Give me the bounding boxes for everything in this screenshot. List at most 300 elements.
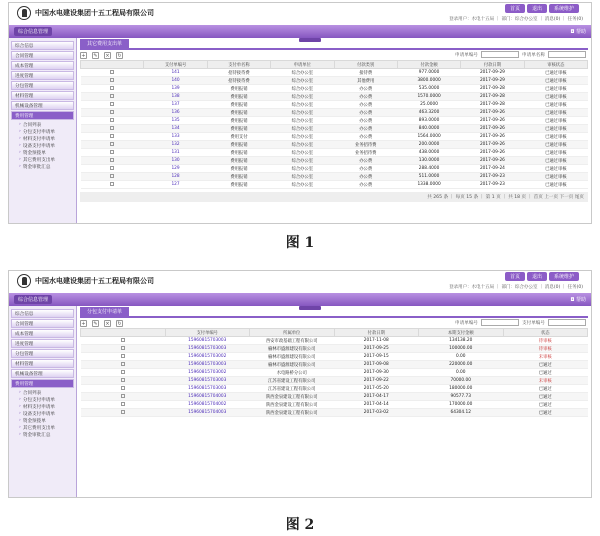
table-row[interactable] [81, 361, 588, 369]
table-cell: 业务招待费 [334, 141, 397, 149]
table-cell[interactable]: 131 [144, 149, 207, 157]
column-header[interactable] [81, 61, 144, 69]
table-cell[interactable]: 136 [144, 109, 207, 117]
sidebar-subitem-4[interactable]: › 资金预拨单 [11, 417, 74, 424]
table-cell: 893.0000 [397, 117, 460, 125]
table-cell: 已通过审核 [524, 133, 587, 141]
top-tab-0[interactable]: 首页 [505, 4, 525, 13]
table-cell: 2017-11-08 [334, 337, 419, 345]
table-cell: 已通过审核 [524, 85, 587, 93]
table-cell: 综合办公室 [271, 165, 334, 173]
module-menu[interactable]: 综合信息管理 [14, 295, 52, 304]
table-cell[interactable]: 133 [144, 133, 207, 141]
table-row[interactable] [81, 117, 588, 125]
table-cell: 463.3200 [397, 109, 460, 117]
table-cell: 已通过审核 [524, 101, 587, 109]
table-cell: 3800.0000 [397, 77, 460, 85]
table-cell: 办公费 [334, 101, 397, 109]
column-header[interactable]: 付款类别 [334, 61, 397, 69]
top-header [9, 271, 591, 293]
table-cell: 陕西金泉建设工程有限公司 [250, 409, 335, 417]
table-cell: 已通过 [503, 409, 588, 417]
delete-icon[interactable]: × [105, 320, 110, 327]
sidebar-subitem-0[interactable]: › 合同列表 [11, 121, 74, 128]
company-logo-icon [17, 6, 31, 20]
screen-1 [8, 2, 592, 224]
sidebar-item-2[interactable]: 成本管理 [11, 329, 74, 338]
sidebar-item-0[interactable]: 综合信息 [11, 41, 74, 50]
table-cell: 25.0000 [397, 101, 460, 109]
company-logo: 中国水电建设集团十五工程局有限公司 [17, 6, 154, 20]
table-cell: 2017-09-23 [461, 181, 524, 189]
row-checkbox[interactable] [81, 345, 166, 353]
row-checkbox[interactable] [81, 173, 144, 181]
user-info: 登录用户：水电十五局 ｜ 部门：综合办公室 ｜ 消息(0) ｜ 任务(0) [449, 285, 583, 290]
row-checkbox[interactable] [81, 369, 166, 377]
top-tab-2[interactable]: 系统维护 [549, 4, 579, 13]
table-cell: 2017-09-22 [334, 377, 419, 385]
row-checkbox[interactable] [81, 409, 166, 417]
sidebar-subitem-1[interactable]: › 分包支付申请单 [11, 128, 74, 135]
table-cell: 2017-05-20 [334, 385, 419, 393]
table-cell: 180000.00 [419, 385, 504, 393]
toolbar [80, 318, 588, 328]
sidebar-item-7[interactable]: 费用管理 [11, 111, 74, 120]
row-checkbox[interactable] [81, 361, 166, 369]
sidebar-subitem-1[interactable]: › 分包支付申请单 [11, 396, 74, 403]
table-cell: 费用报销 [207, 141, 270, 149]
table-cell[interactable]: 15960815703003 [165, 345, 250, 353]
pagination-footer[interactable]: 共 265 条 ｜ 每页 15 条 ｜ 第 1 页 ｜ 共 18 页 ｜ 首页 上一页 下一页 尾页 [80, 192, 588, 202]
table-cell[interactable]: 128 [144, 173, 207, 181]
table-cell: 2017-09-30 [334, 369, 419, 377]
table-cell: 费用报销 [207, 109, 270, 117]
table-cell: 已通过 [503, 361, 588, 369]
table-cell: 1570.0000 [397, 93, 460, 101]
table-cell: 费用支付 [207, 133, 270, 141]
row-checkbox[interactable] [81, 393, 166, 401]
table-cell: 费用报销 [207, 173, 270, 181]
sidebar-item-5[interactable]: 材料管理 [11, 359, 74, 368]
data-table [80, 60, 588, 189]
sidebar [9, 38, 77, 223]
table-cell: 综合办公室 [271, 149, 334, 157]
search-input[interactable] [481, 51, 519, 58]
row-checkbox[interactable] [81, 117, 144, 125]
sidebar-item-5[interactable]: 材料管理 [11, 91, 74, 100]
table-row[interactable] [81, 369, 588, 377]
table-row[interactable] [81, 141, 588, 149]
add-icon[interactable]: + [81, 52, 86, 59]
table-cell: 榆林市盛源建设有限公司 [250, 345, 335, 353]
table-cell: 费用报销 [207, 101, 270, 109]
table-cell: 业务招待费 [334, 149, 397, 157]
table-cell: 综合办公室 [271, 181, 334, 189]
table-cell: 2017-09-29 [461, 69, 524, 77]
top-tab-2[interactable]: 系统维护 [549, 272, 579, 281]
table-cell: 已通过 [503, 393, 588, 401]
table-cell: 江苏省建设工程有限公司 [250, 377, 335, 385]
main-content [77, 306, 591, 497]
table-row[interactable] [81, 173, 588, 181]
data-table [80, 328, 588, 417]
table-cell: 办公费 [334, 165, 397, 173]
table-row[interactable] [81, 149, 588, 157]
sidebar [9, 306, 77, 497]
table-cell: 130.0000 [397, 157, 460, 165]
table-cell: 840.0000 [397, 125, 460, 133]
help-link[interactable]: ◘ 帮助 [570, 297, 586, 303]
table-cell: 未审核 [503, 377, 588, 385]
table-cell: 费用报销 [207, 157, 270, 165]
table-cell: 办公费 [334, 133, 397, 141]
table-cell: 西安市政基础工程有限公司 [250, 337, 335, 345]
row-checkbox[interactable] [81, 109, 144, 117]
table-cell: 陕西金泉建设工程有限公司 [250, 393, 335, 401]
table-cell[interactable]: 15960815703003 [165, 361, 250, 369]
sidebar-item-7[interactable]: 费用管理 [11, 379, 74, 388]
table-cell: 已通过审核 [524, 165, 587, 173]
table-cell[interactable]: 137 [144, 101, 207, 109]
table-row[interactable] [81, 165, 588, 173]
table-cell[interactable]: 140 [144, 77, 207, 85]
sidebar-item-1[interactable]: 合同管理 [11, 319, 74, 328]
sidebar-subitem-6[interactable]: › 资金审批汇总 [11, 431, 74, 438]
table-cell: 已通过审核 [524, 77, 587, 85]
row-checkbox[interactable] [81, 133, 144, 141]
table-cell: 办公费 [334, 109, 397, 117]
table-cell[interactable]: 15960815703002 [165, 353, 250, 361]
table-cell: 2017-09-26 [461, 133, 524, 141]
sidebar-subitem-2[interactable]: › 材料支付申请单 [11, 135, 74, 142]
table-cell: 2017-09-23 [461, 173, 524, 181]
table-cell: 1338.0000 [397, 181, 460, 189]
column-header[interactable]: 付款金额 [397, 61, 460, 69]
table-cell: 134138.20 [419, 337, 504, 345]
sidebar-item-3[interactable]: 进度管理 [11, 339, 74, 348]
table-row[interactable] [81, 69, 588, 77]
table-cell[interactable]: 127 [144, 181, 207, 189]
help-link[interactable]: ◘ 帮助 [570, 29, 586, 35]
sidebar-item-1[interactable]: 合同管理 [11, 51, 74, 60]
column-header[interactable]: 支付单名称 [207, 61, 270, 69]
table-cell: 陕西金泉建设工程有限公司 [250, 401, 335, 409]
table-cell: 已通过审核 [524, 157, 587, 165]
table-cell[interactable]: 139 [144, 85, 207, 93]
table-cell[interactable]: 15960815703002 [165, 369, 250, 377]
row-checkbox[interactable] [81, 149, 144, 157]
table-row[interactable] [81, 93, 588, 101]
row-checkbox[interactable] [81, 77, 144, 85]
delete-icon[interactable]: × [105, 52, 110, 59]
table-cell: 2017-09-26 [461, 117, 524, 125]
tab-bar [80, 308, 588, 318]
figure-caption: 图 1 [285, 235, 315, 251]
secondary-search-input[interactable] [548, 319, 586, 326]
top-tab-1[interactable]: 退出 [527, 272, 547, 281]
row-checkbox[interactable] [81, 181, 144, 189]
search-input[interactable] [481, 319, 519, 326]
collapse-handle[interactable] [299, 306, 321, 310]
row-checkbox[interactable] [81, 85, 144, 93]
table-cell: 511.0000 [397, 173, 460, 181]
table-cell[interactable]: 134 [144, 125, 207, 133]
table-cell: 综合办公室 [271, 77, 334, 85]
table-cell: 办公费 [334, 117, 397, 125]
table-cell: 其他费用 [334, 77, 397, 85]
row-checkbox[interactable] [81, 141, 144, 149]
sidebar-item-3[interactable]: 进度管理 [11, 71, 74, 80]
company-logo: 中国水电建设集团十五工程局有限公司 [17, 274, 154, 288]
table-cell: 2017-09-26 [461, 157, 524, 165]
edit-icon[interactable]: ✎ [93, 320, 98, 327]
module-menu[interactable]: 综合信息管理 [14, 27, 52, 36]
table-cell: 已通过审核 [524, 149, 587, 157]
table-cell: 2017-09-24 [461, 165, 524, 173]
table-cell: 费用报销 [207, 165, 270, 173]
table-cell: 2017-09-28 [461, 93, 524, 101]
table-cell[interactable]: 129 [144, 165, 207, 173]
sidebar-subitem-4[interactable]: › 资金预拨单 [11, 149, 74, 156]
table-cell: 水电路桥分公司 [250, 369, 335, 377]
row-checkbox[interactable] [81, 385, 166, 393]
add-icon[interactable]: + [81, 320, 86, 327]
table-cell: 费用报销 [207, 117, 270, 125]
table-cell: 综合办公室 [271, 117, 334, 125]
table-cell: 2017-09-26 [461, 125, 524, 133]
table-cell: 榆林市盛源建设有限公司 [250, 361, 335, 369]
table-cell[interactable]: 15960815703003 [165, 377, 250, 385]
row-checkbox[interactable] [81, 353, 166, 361]
row-checkbox[interactable] [81, 93, 144, 101]
table-cell: 977.0000 [397, 69, 460, 77]
top-header [9, 3, 591, 25]
secondary-search-input[interactable] [548, 51, 586, 58]
table-cell: 2017-04-14 [334, 401, 419, 409]
table-cell: 438.0000 [397, 149, 460, 157]
table-cell: 2017-09-26 [461, 141, 524, 149]
table-cell[interactable]: 138 [144, 93, 207, 101]
sidebar-subitem-2[interactable]: › 材料支付申请单 [11, 403, 74, 410]
table-cell: 待审核 [503, 337, 588, 345]
table-cell: 综合办公室 [271, 157, 334, 165]
table-cell: 已通过审核 [524, 93, 587, 101]
table-cell[interactable]: 130 [144, 157, 207, 165]
table-cell: 已通过 [503, 385, 588, 393]
table-cell: 招待接待费 [207, 69, 270, 77]
search-area: 申请单编号 支付单编号 [455, 319, 586, 326]
column-header[interactable]: 付款日期 [461, 61, 524, 69]
active-tab[interactable]: 其它费用支出单 [80, 39, 129, 48]
table-cell: 已通过审核 [524, 181, 587, 189]
table-cell: 费用报销 [207, 93, 270, 101]
table-row[interactable] [81, 409, 588, 417]
tab-bar [80, 40, 588, 50]
table-cell: 0.00 [419, 353, 504, 361]
row-checkbox[interactable] [81, 125, 144, 133]
table-cell: 费用报销 [207, 181, 270, 189]
row-checkbox[interactable] [81, 69, 144, 77]
sidebar-item-0[interactable]: 综合信息 [11, 309, 74, 318]
table-cell: 2017-09-08 [334, 361, 419, 369]
top-tabs [505, 4, 579, 13]
table-row[interactable] [81, 101, 588, 109]
collapse-handle[interactable] [299, 38, 321, 42]
table-cell: 70000.00 [419, 377, 504, 385]
sidebar-item-2[interactable]: 成本管理 [11, 61, 74, 70]
toolbar [80, 50, 588, 60]
sidebar-subitem-0[interactable]: › 合同列表 [11, 389, 74, 396]
main-content [77, 38, 591, 223]
table-cell: 办公费 [334, 85, 397, 93]
table-cell: 办公费 [334, 125, 397, 133]
main-navigation [9, 293, 591, 306]
table-cell: 200.0000 [397, 141, 460, 149]
table-cell: 办公费 [334, 93, 397, 101]
table-cell: 已通过审核 [524, 141, 587, 149]
table-cell[interactable]: 15960815704003 [165, 393, 250, 401]
table-row[interactable] [81, 337, 588, 345]
edit-icon[interactable]: ✎ [93, 52, 98, 59]
active-tab[interactable]: 分包支付申请单 [80, 307, 129, 316]
table-row[interactable] [81, 125, 588, 133]
table-row[interactable] [81, 181, 588, 189]
table-cell: 接待费 [334, 69, 397, 77]
table-cell[interactable]: 141 [144, 69, 207, 77]
column-header[interactable] [81, 329, 166, 337]
main-navigation [9, 25, 591, 38]
sidebar-subitem-3[interactable]: › 设备支付申请单 [11, 410, 74, 417]
table-cell: 170000.00 [419, 401, 504, 409]
table-cell: 2017-09-28 [461, 101, 524, 109]
user-info: 登录用户：水电十五局 ｜ 部门：综合办公室 ｜ 消息(0) ｜ 任务(0) [449, 17, 583, 22]
sidebar-item-4[interactable]: 分包管理 [11, 81, 74, 90]
table-row[interactable] [81, 77, 588, 85]
screen-2 [8, 270, 592, 498]
table-cell: 综合办公室 [271, 69, 334, 77]
table-row[interactable] [81, 109, 588, 117]
table-cell: 综合办公室 [271, 125, 334, 133]
table-row[interactable] [81, 85, 588, 93]
table-cell[interactable]: 15960815703003 [165, 385, 250, 393]
row-checkbox[interactable] [81, 337, 166, 345]
column-header[interactable]: 付款日期 [334, 329, 419, 337]
sidebar-subitem-5[interactable]: › 其它费用支出单 [11, 424, 74, 431]
top-tab-1[interactable]: 退出 [527, 4, 547, 13]
refresh-icon[interactable]: ↻ [117, 52, 122, 59]
table-cell: 榆林市盛源建设有限公司 [250, 353, 335, 361]
row-checkbox[interactable] [81, 401, 166, 409]
table-cell: 2017-03-02 [334, 409, 419, 417]
table-cell: 已通过审核 [524, 125, 587, 133]
search-area: 申请单编号 申请单名称 [455, 51, 586, 58]
top-tab-0[interactable]: 首页 [505, 272, 525, 281]
table-cell: 已通过审核 [524, 173, 587, 181]
table-cell: 江苏省建设工程有限公司 [250, 385, 335, 393]
table-cell[interactable]: 132 [144, 141, 207, 149]
table-cell: 综合办公室 [271, 173, 334, 181]
sidebar-subitem-3[interactable]: › 设备支付申请单 [11, 142, 74, 149]
table-cell: 0.00 [419, 369, 504, 377]
table-row[interactable] [81, 345, 588, 353]
table-cell: 综合办公室 [271, 85, 334, 93]
table-cell: 费用报销 [207, 125, 270, 133]
column-header[interactable]: 本期支付金额 [419, 329, 504, 337]
table-row[interactable] [81, 393, 588, 401]
sidebar-item-4[interactable]: 分包管理 [11, 349, 74, 358]
table-cell: 费用报销 [207, 85, 270, 93]
table-cell: 535.0000 [397, 85, 460, 93]
table-row[interactable] [81, 133, 588, 141]
table-cell: 1564.0000 [397, 133, 460, 141]
table-cell: 办公费 [334, 173, 397, 181]
table-cell: 2017-04-17 [334, 393, 419, 401]
table-cell: 220000.00 [419, 361, 504, 369]
table-cell: 已通过审核 [524, 109, 587, 117]
top-tabs [505, 272, 579, 281]
figure-caption: 图 2 [285, 517, 315, 533]
column-header[interactable]: 所属单位 [250, 329, 335, 337]
table-cell: 100000.00 [419, 345, 504, 353]
refresh-icon[interactable]: ↻ [117, 320, 122, 327]
table-cell: 未审核 [503, 353, 588, 361]
column-header[interactable]: 状态 [503, 329, 588, 337]
column-header[interactable]: 申请单位 [271, 61, 334, 69]
table-cell: 综合办公室 [271, 101, 334, 109]
row-checkbox[interactable] [81, 157, 144, 165]
row-checkbox[interactable] [81, 377, 166, 385]
table-cell: 64304.12 [419, 409, 504, 417]
table-row[interactable] [81, 377, 588, 385]
table-cell: 已通过审核 [524, 69, 587, 77]
table-cell: 已通过 [503, 401, 588, 409]
table-cell: 费用报销 [207, 149, 270, 157]
table-cell: 办公费 [334, 181, 397, 189]
table-cell: 288.4000 [397, 165, 460, 173]
table-row[interactable] [81, 401, 588, 409]
sidebar-subitem-6[interactable]: › 资金审批汇总 [11, 163, 74, 170]
table-cell: 综合办公室 [271, 93, 334, 101]
table-cell[interactable]: 15960815704003 [165, 409, 250, 417]
table-cell: 办公费 [334, 157, 397, 165]
table-cell[interactable]: 15960815703003 [165, 337, 250, 345]
table-cell: 2017-09-26 [461, 149, 524, 157]
sidebar-item-6[interactable]: 机械设备管理 [11, 101, 74, 110]
column-header[interactable]: 审核状态 [524, 61, 587, 69]
sidebar-item-6[interactable]: 机械设备管理 [11, 369, 74, 378]
column-header[interactable]: 支付单编号 [165, 329, 250, 337]
sidebar-subitem-5[interactable]: › 其它费用支出单 [11, 156, 74, 163]
table-cell: 招待接待费 [207, 77, 270, 85]
company-logo-icon [17, 274, 31, 288]
table-row[interactable] [81, 157, 588, 165]
row-checkbox[interactable] [81, 165, 144, 173]
column-header[interactable]: 支付单编号 [144, 61, 207, 69]
table-cell: 综合办公室 [271, 133, 334, 141]
row-checkbox[interactable] [81, 101, 144, 109]
table-cell[interactable]: 15960815704002 [165, 401, 250, 409]
table-cell: 已通过 [503, 369, 588, 377]
table-cell: 已通过审核 [524, 117, 587, 125]
table-cell: 综合办公室 [271, 109, 334, 117]
table-cell: 2017-09-25 [334, 345, 419, 353]
table-cell: 2017-09-15 [334, 353, 419, 361]
table-cell[interactable]: 135 [144, 117, 207, 125]
table-cell: 2017-09-26 [461, 109, 524, 117]
table-row[interactable] [81, 353, 588, 361]
table-row[interactable] [81, 385, 588, 393]
table-cell: 待审核 [503, 345, 588, 353]
